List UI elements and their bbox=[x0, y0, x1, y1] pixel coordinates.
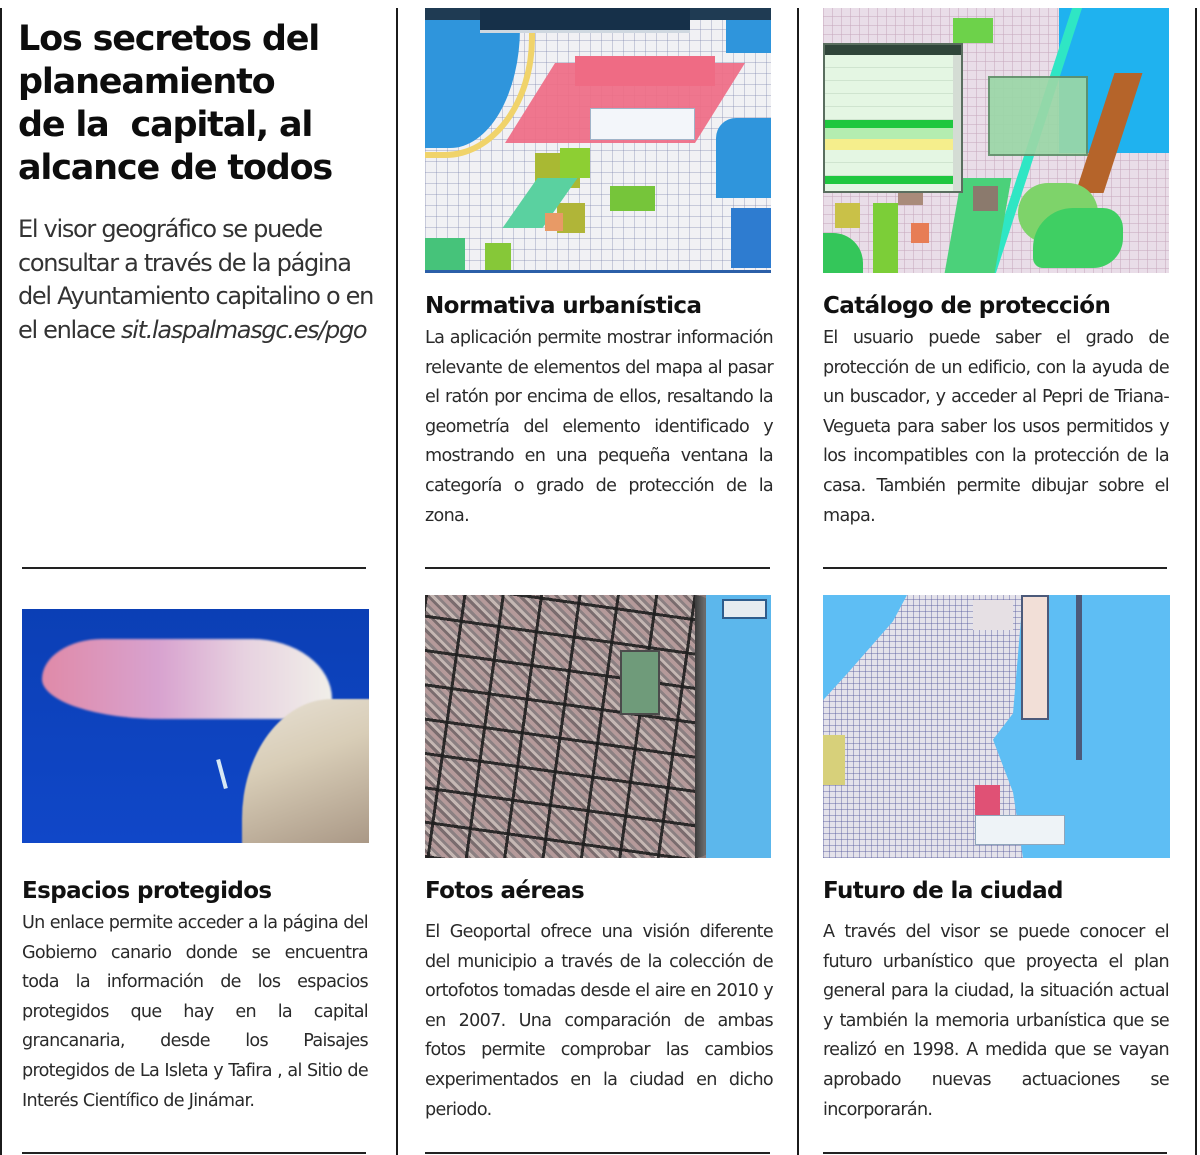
card-title-catalogo: Catálogo de protección bbox=[823, 293, 1111, 319]
column-rule-2 bbox=[797, 8, 799, 1155]
search-results-panel bbox=[823, 43, 963, 193]
card-title-futuro: Futuro de la ciudad bbox=[823, 878, 1063, 904]
article-lede bbox=[18, 213, 374, 347]
panel-row bbox=[825, 128, 961, 139]
panel-section-header bbox=[825, 176, 961, 184]
headline-line-4: alcance de todos bbox=[18, 148, 333, 188]
viewer-toolbar bbox=[480, 8, 690, 33]
park-zone bbox=[953, 18, 993, 43]
panel-titlebar bbox=[825, 45, 961, 55]
panel-row bbox=[825, 68, 961, 81]
panel-row bbox=[825, 107, 961, 120]
building-zone bbox=[835, 203, 860, 228]
panel-row bbox=[825, 81, 961, 94]
park-zone bbox=[1033, 208, 1123, 268]
park-zone bbox=[560, 148, 590, 178]
card-body-fotos: El Geoportal ofrece una visión diferente del municipio a través de la colección de ortofotos tomadas desde el aire en 2010 y en 2007. Una comparación de ambas fotos permite comprobar las cambios experimentados en la ciudad en dicho periodo. bbox=[425, 922, 773, 1120]
card-title-fotos: Fotos aéreas bbox=[425, 878, 585, 904]
card-body-normativa: La aplicación permite mostrar información relevante de elementos del mapa al pasar el ratón por encima de ellos, resaltando la geometría del elemento identificado y mostrando en una pequeña ventana la categoría o grado de protección de la zona. bbox=[425, 328, 773, 526]
zone-marker bbox=[823, 735, 845, 785]
dock bbox=[973, 600, 1013, 630]
info-popup bbox=[590, 108, 695, 140]
sea-area bbox=[706, 595, 771, 858]
harbor-area bbox=[716, 118, 771, 198]
column-rule-1 bbox=[396, 8, 398, 1155]
map-screenshot-futuro bbox=[823, 595, 1170, 858]
selected-parcel bbox=[988, 76, 1088, 156]
divider-col3-top bbox=[823, 567, 1167, 569]
park-zone bbox=[485, 243, 511, 273]
panel-scrollbar bbox=[953, 55, 961, 191]
harbor-area bbox=[731, 208, 771, 268]
building-zone bbox=[911, 223, 929, 243]
headline-line-3: de la capital, al bbox=[18, 105, 313, 145]
card-title-normativa: Normativa urbanística bbox=[425, 293, 702, 319]
layer-legend bbox=[722, 599, 767, 619]
article-headline bbox=[18, 18, 378, 190]
building-zone bbox=[973, 186, 998, 211]
card-title-espacios: Espacios protegidos bbox=[22, 878, 272, 904]
breakwater bbox=[1076, 595, 1082, 760]
pier bbox=[1021, 595, 1049, 720]
headline-line-2: planeamiento bbox=[18, 62, 275, 102]
boat-wake bbox=[216, 759, 228, 789]
divider-col1-top bbox=[22, 567, 366, 569]
zone-marker bbox=[545, 213, 563, 231]
park-zone bbox=[610, 186, 655, 211]
map-screenshot-normativa bbox=[425, 8, 771, 273]
panel-row bbox=[825, 163, 961, 176]
panel-row bbox=[825, 94, 961, 107]
headline-line-1: Los secretos del bbox=[18, 19, 320, 59]
park-zone bbox=[873, 203, 898, 273]
card-body-catalogo: El usuario puede saber el grado de protección de un edificio, con la ayuda de un buscador, y acceder al Pepri de Triana-Vegueta para saber los usos permitidos y los incompatibles con la protección de la casa. También permite dibujar sobre el mapa. bbox=[823, 328, 1169, 526]
card-body-espacios: Un enlace permite acceder a la página del Gobierno canario donde se encuentra toda la información de los espacios protegidos que hay en la capital grancanaria, desde los Paisajes protegidos de La Isleta y Tafira , al Sitio de Interés Científico de Jinámar. bbox=[22, 913, 368, 1111]
city-area bbox=[242, 699, 369, 843]
lede-text: El visor geográfico se puede consultar a través de la página del Ayuntamiento capitalino o en el enlace bbox=[18, 215, 374, 344]
urban-texture bbox=[425, 595, 700, 858]
card-body-futuro: A través del visor se puede conocer el futuro urbanístico que proyecta el plan general para la ciudad, la situación actual y también la memoria urbanística que se realizó en 1998. A medida que se vayan aprobado nuevas actuaciones se incorporarán. bbox=[823, 922, 1169, 1120]
map-screenshot-catalogo bbox=[823, 8, 1169, 273]
sports-field bbox=[620, 650, 660, 715]
island-landmass bbox=[42, 639, 332, 719]
column-rule-right bbox=[1195, 8, 1197, 1155]
aerial-photo-isleta bbox=[22, 609, 369, 843]
column-rule-left bbox=[0, 8, 2, 1155]
panel-row-selected bbox=[825, 139, 961, 150]
orthophoto-screenshot bbox=[425, 595, 771, 858]
lede-link[interactable]: sit.laspalmasgc.es/pgo bbox=[121, 315, 367, 344]
info-popup bbox=[975, 815, 1065, 845]
divider-col3-bottom bbox=[823, 1152, 1167, 1154]
panel-row bbox=[825, 55, 961, 68]
divider-col1-bottom bbox=[22, 1152, 366, 1154]
viewer-status-bar bbox=[425, 270, 771, 273]
panel-row bbox=[825, 150, 961, 163]
highlighted-zone bbox=[975, 785, 1000, 815]
highlighted-zone bbox=[575, 56, 715, 86]
panel-section-header bbox=[825, 120, 961, 128]
divider-col2-bottom bbox=[425, 1152, 770, 1154]
park-zone bbox=[425, 238, 465, 272]
divider-col2-top bbox=[425, 567, 770, 569]
